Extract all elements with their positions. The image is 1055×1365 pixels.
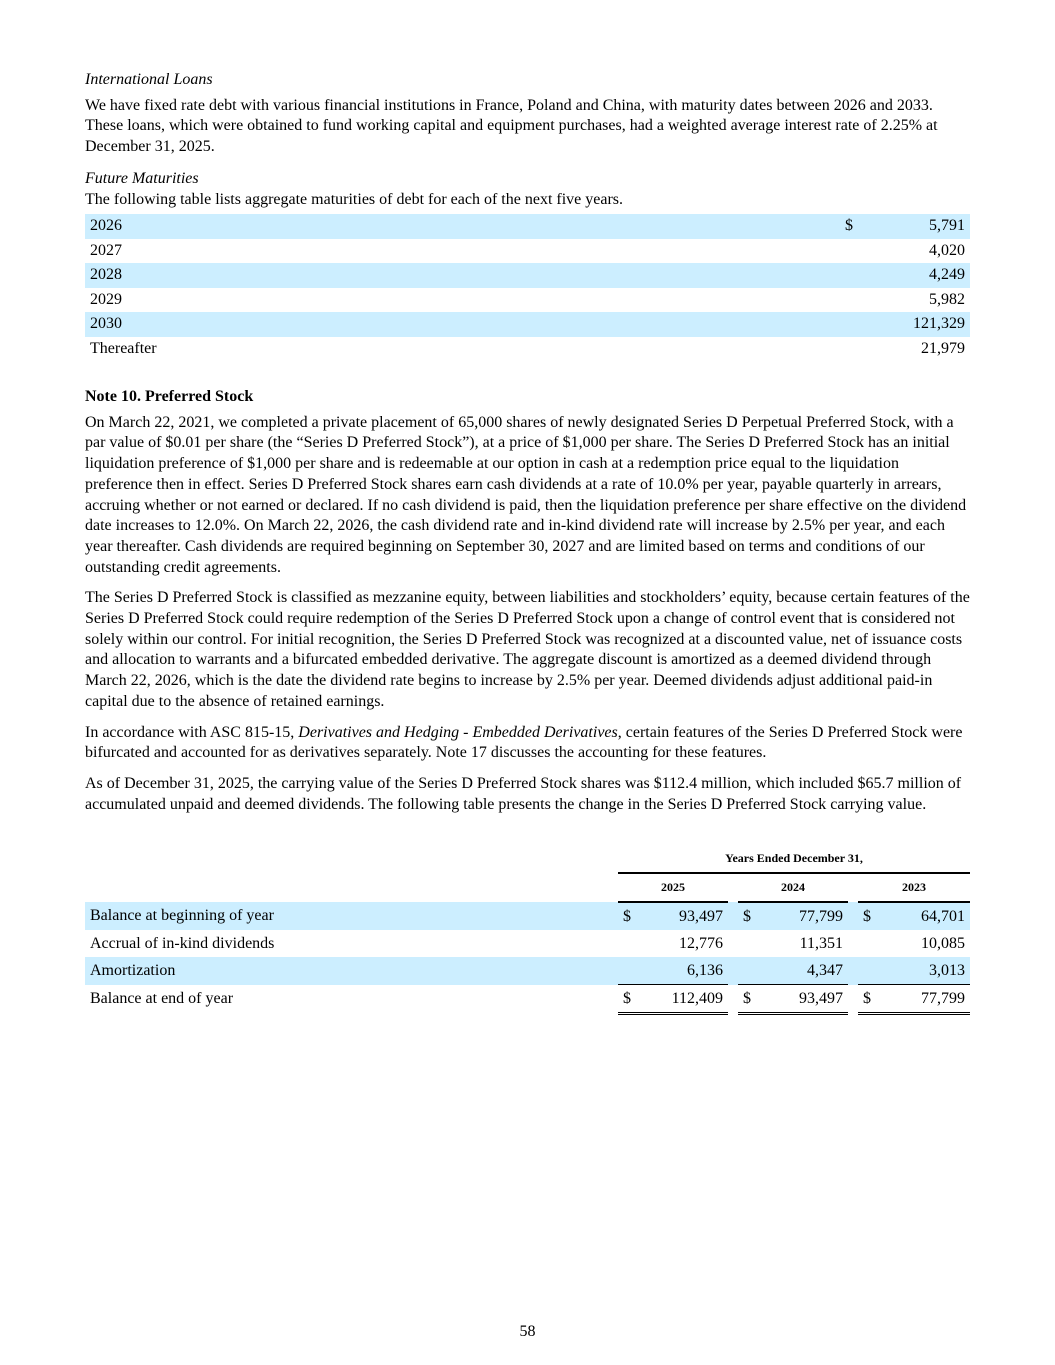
- spacer: [728, 957, 738, 985]
- maturities-table-wrap: [85, 214, 970, 361]
- row-value: 121,329: [880, 312, 970, 337]
- paragraph: We have fixed rate debt with various financial institutions in France, Poland and China, with maturity dates between 2026 and 2033. These loans, which were obtained to fund working capital and equipment purchases, had a weighted average interest rate of 2.25% at December 31, 2025.: [85, 96, 938, 156]
- currency-symbol: [618, 957, 640, 985]
- text: , certain features of the Series D Preferred Stock were bifurcated and accounted for as derivatives separately. Note 17 discusses the accounting for these features.: [85, 723, 963, 762]
- currency-symbol: [858, 930, 880, 957]
- page-number: 58: [519, 1323, 536, 1340]
- table-row: [85, 957, 970, 985]
- section-heading: International Loans: [85, 71, 213, 88]
- row-value: 5,982: [929, 290, 965, 308]
- table-row: [85, 985, 970, 1014]
- cell-value: 77,799: [880, 985, 970, 1014]
- currency-symbol: [840, 239, 880, 264]
- table-row: [85, 214, 970, 239]
- group-header: Years Ended December 31,: [618, 845, 970, 873]
- table-row: [85, 337, 970, 362]
- table-row: [85, 312, 970, 337]
- row-value: 4,249: [880, 263, 970, 288]
- spacer: [848, 930, 858, 957]
- spacer: [848, 957, 858, 985]
- table-row: [85, 288, 970, 313]
- cell-value: 12,776: [679, 934, 723, 952]
- paragraph: The following table lists aggregate maturities of debt for each of the next five years.: [85, 190, 624, 208]
- spacer: [728, 985, 738, 1014]
- currency-symbol: $: [738, 902, 760, 930]
- currency-symbol: [618, 930, 640, 957]
- table-row: [85, 263, 970, 288]
- cell-value: 6,136: [640, 957, 728, 985]
- row-label: Balance at end of year: [90, 990, 234, 1007]
- currency-symbol: $: [618, 902, 640, 930]
- cell-value: 10,085: [921, 934, 965, 952]
- cell-value: 11,351: [799, 934, 843, 952]
- cell-value: 3,013: [880, 957, 970, 985]
- future-maturities-section: [85, 169, 970, 210]
- spacer: [848, 902, 858, 930]
- table-row: [85, 902, 970, 930]
- currency-symbol: $: [858, 985, 880, 1014]
- row-label: Amortization: [85, 957, 618, 985]
- spacer: [728, 902, 738, 930]
- note-10-section: [85, 387, 970, 815]
- row-value: 21,979: [921, 339, 965, 357]
- cell-value: 77,799: [760, 902, 848, 930]
- cell-value: 112,409: [640, 985, 728, 1014]
- currency-symbol: [840, 312, 880, 337]
- cell-value: 93,497: [640, 902, 728, 930]
- carrying-value-table-wrap: [85, 845, 970, 1015]
- international-loans-section: [85, 70, 970, 158]
- spacer: [728, 930, 738, 957]
- currency-symbol: [840, 263, 880, 288]
- note-heading: Note 10. Preferred Stock: [85, 388, 254, 405]
- cell-value: 64,701: [880, 902, 970, 930]
- currency-symbol: $: [840, 214, 880, 239]
- standard-title: Derivatives and Hedging - Embedded Derivatives: [298, 723, 618, 741]
- year-header: 2025: [618, 873, 728, 902]
- paragraph: [85, 723, 970, 764]
- row-label: 2027: [90, 241, 122, 259]
- row-label: Accrual of in-kind dividends: [90, 934, 275, 952]
- text: In accordance with ASC 815-15,: [85, 723, 299, 741]
- table-row: [85, 930, 970, 957]
- currency-symbol: [840, 337, 880, 362]
- currency-symbol: [858, 957, 880, 985]
- row-label: 2026: [85, 214, 840, 239]
- row-label: 2029: [90, 290, 122, 308]
- maturities-table: [85, 214, 970, 361]
- currency-symbol: $: [738, 985, 760, 1014]
- carrying-value-table: [85, 845, 970, 1015]
- currency-symbol: [738, 930, 760, 957]
- row-label: Balance at beginning of year: [85, 902, 618, 930]
- paragraph: The Series D Preferred Stock is classified as mezzanine equity, between liabilities and stockholders’ equity, because certain features of the Series D Preferred Stock could require redemption of the Series D Preferred Stock upon a change of control event that is considered not solely within our control. For initial recognition, the Series D Preferred Stock was recognized at a discounted value, net of issuance costs and allocation to warrants and a bifurcated embedded derivative. The aggregate discount is amortized as a deemed dividend through March 22, 2026, which is the date the dividend rate begins to increase by 2.5% per year. Deemed dividends adjust additional paid-in capital due to the absence of retained earnings.: [85, 589, 970, 710]
- cell-value: 4,347: [760, 957, 848, 985]
- table-row: [85, 239, 970, 264]
- paragraph: As of December 31, 2025, the carrying value of the Series D Preferred Stock shares was $112.4 million, which included $65.7 million of accumulated unpaid and deemed dividends. The following table presents the change in the Series D Preferred Stock carrying value.: [85, 774, 962, 813]
- currency-symbol: $: [618, 985, 640, 1014]
- paragraph: On March 22, 2021, we completed a private placement of 65,000 shares of newly designated Series D Perpetual Preferred Stock, with a par value of $0.01 per share (the “Series D Preferred Stock”), at a price of $1,000 per share. The Series D Preferred Stock has an initial liquidation preference of $1,000 per share and is redeemable at our option in cash at a redemption price equal to the liquidation preference then in effect. Series D Preferred Stock shares earn cash dividends at a rate of 10.0% per year, payable quarterly in arrears, accruing whether or not earned or declared. If no cash dividend is paid, then the liquidation preference per share effective on the dividend date increases to 12.0%. On March 22, 2026, the cash dividend rate and in-kind dividend rate will increase by 2.5% per year, and each year thereafter. Cash dividends are required beginning on September 30, 2027 and are limited based on terms and conditions of our outstanding credit agreements.: [85, 413, 967, 576]
- row-label: 2030: [85, 312, 840, 337]
- row-value: 4,020: [929, 241, 965, 259]
- spacer: [848, 985, 858, 1014]
- section-heading: Future Maturities: [85, 170, 199, 187]
- cell-value: 93,497: [760, 985, 848, 1014]
- year-header: 2024: [738, 873, 848, 902]
- row-label: 2028: [85, 263, 840, 288]
- currency-symbol: $: [858, 902, 880, 930]
- row-value: 5,791: [880, 214, 970, 239]
- year-header: 2023: [858, 873, 970, 902]
- currency-symbol: [840, 288, 880, 313]
- currency-symbol: [738, 957, 760, 985]
- row-label: Thereafter: [90, 339, 157, 357]
